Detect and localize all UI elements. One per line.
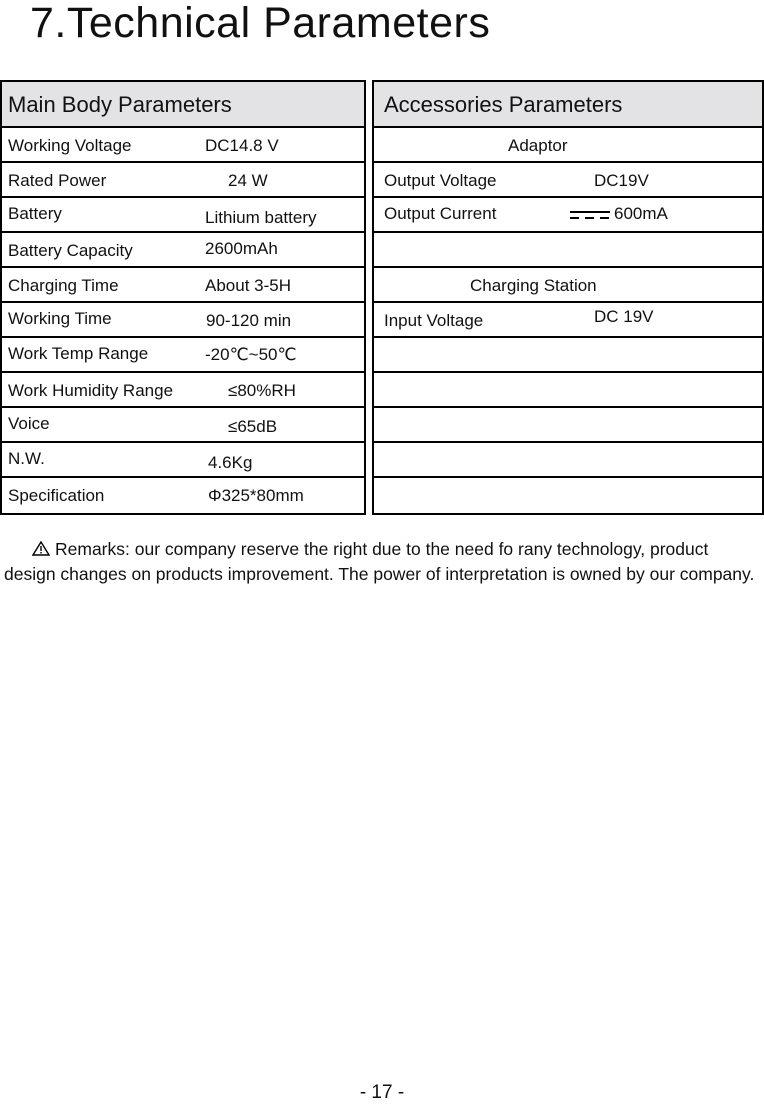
param-label: Battery Capacity	[8, 241, 133, 260]
param-label: Charging Time	[8, 276, 119, 295]
main-body-parameters-table	[0, 80, 366, 515]
table-row	[2, 163, 364, 198]
table-row	[374, 408, 762, 443]
adaptor-title: Adaptor	[508, 136, 568, 155]
table-row	[2, 408, 364, 443]
param-label: N.W.	[8, 449, 45, 468]
param-label: Working Voltage	[8, 136, 132, 155]
param-value: 90-120 min	[206, 311, 292, 330]
input-voltage-label: Input Voltage	[384, 311, 484, 330]
remarks	[4, 537, 760, 587]
main-body-header: Main Body Parameters	[2, 82, 364, 128]
param-label: Working Time	[8, 309, 112, 328]
param-value: Lithium battery	[205, 208, 317, 227]
table-row	[2, 233, 364, 268]
table-row	[2, 303, 364, 338]
param-value: Φ325*80mm	[208, 486, 304, 505]
param-value: 2600mAh	[205, 239, 278, 258]
table-row	[374, 303, 762, 338]
table-row	[374, 268, 762, 303]
warning-triangle-icon	[32, 541, 50, 556]
table-row	[374, 338, 762, 373]
param-value: 4.6Kg	[208, 453, 253, 472]
table-row	[374, 443, 762, 478]
param-value: ≤80%RH	[228, 381, 296, 400]
param-value: 24 W	[228, 171, 268, 190]
param-label: Work Humidity Range	[8, 381, 174, 400]
output-current-value-wrap	[570, 204, 668, 224]
output-voltage-label: Output Voltage	[384, 171, 497, 190]
table-row	[2, 198, 364, 233]
output-current-value: 600mA	[614, 204, 668, 223]
param-label: Specification	[8, 486, 105, 505]
param-value: ≤65dB	[228, 417, 278, 436]
dc-current-symbol-icon	[570, 209, 610, 221]
table-row	[2, 268, 364, 303]
param-value: About 3-5H	[205, 276, 291, 295]
table-row	[374, 373, 762, 408]
table-row	[374, 233, 762, 268]
param-label: Work Temp Range	[8, 344, 149, 363]
table-row	[374, 198, 762, 233]
table-row	[374, 163, 762, 198]
table-row	[2, 443, 364, 478]
table-row	[2, 373, 364, 408]
table-row	[374, 128, 762, 163]
table-row	[2, 128, 364, 163]
accessories-parameters-table	[372, 80, 764, 515]
param-value: -20℃~50℃	[205, 345, 297, 364]
input-voltage-value: DC 19V	[594, 307, 654, 326]
charging-station-title: Charging Station	[470, 276, 597, 295]
table-row	[2, 478, 364, 513]
output-voltage-value: DC19V	[594, 171, 649, 190]
page-number: - 17 -	[359, 1082, 405, 1103]
accessories-header: Accessories Parameters	[374, 82, 762, 128]
param-label: Rated Power	[8, 171, 107, 190]
param-label: Battery	[8, 204, 62, 223]
param-label: Voice	[8, 414, 50, 433]
output-current-label: Output Current	[384, 204, 497, 223]
table-row	[374, 478, 762, 513]
page-title: 7.Technical Parameters	[30, 0, 491, 47]
remarks-text: Remarks: our company reserve the right due to the need fo rany technology, product design changes on products improvement. The power of interpretation is owned by our company.	[4, 539, 755, 584]
table-row	[2, 338, 364, 373]
param-value: DC14.8 V	[205, 136, 279, 155]
